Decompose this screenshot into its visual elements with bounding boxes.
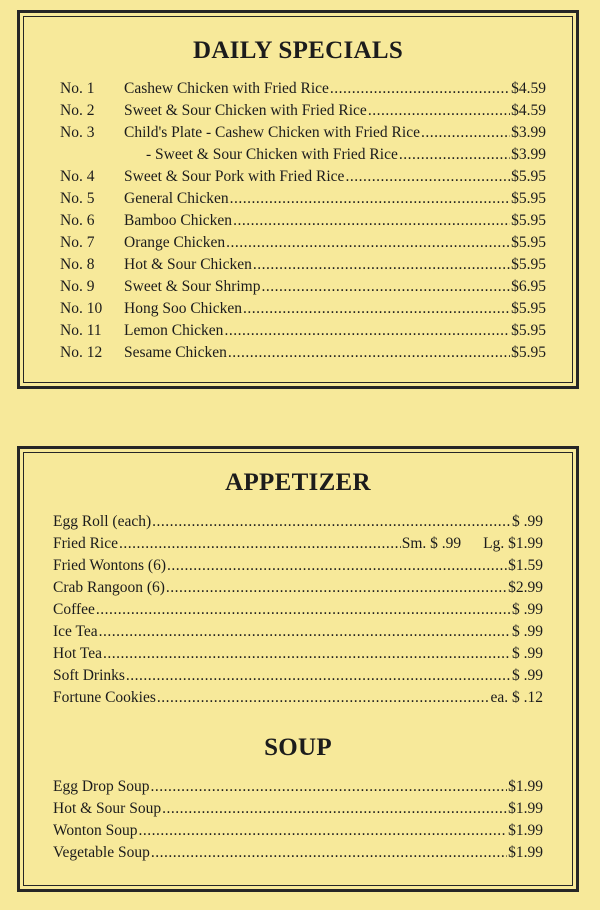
item-name: General Chicken xyxy=(124,190,229,207)
dot-leader xyxy=(243,298,510,320)
item-number: No. 8 xyxy=(60,256,95,273)
item-price: $5.95 xyxy=(511,168,546,185)
item-price: $ .99 xyxy=(512,623,543,640)
dot-leader xyxy=(330,78,510,100)
item-name: Coffee xyxy=(53,601,95,618)
item-name: Crab Rangoon (6) xyxy=(53,579,165,596)
dot-leader xyxy=(96,599,511,621)
item-price-small: Sm. $ .99 xyxy=(401,535,462,552)
menu-row xyxy=(53,555,543,577)
item-name: - Sweet & Sour Chicken with Fried Rice xyxy=(146,146,398,163)
dot-leader xyxy=(368,100,510,122)
item-price: $5.95 xyxy=(511,344,546,361)
item-number: No. 1 xyxy=(60,80,95,97)
dot-leader xyxy=(224,320,510,342)
item-price: $4.59 xyxy=(511,80,546,97)
menu-row xyxy=(53,643,543,665)
dot-leader xyxy=(162,798,507,820)
dot-leader xyxy=(262,276,511,298)
item-name: Orange Chicken xyxy=(124,234,226,251)
item-price: $5.95 xyxy=(511,322,546,339)
dot-leader xyxy=(157,687,490,709)
dot-leader xyxy=(103,643,511,665)
item-name: Fried Wontons (6) xyxy=(53,557,166,574)
menu-row xyxy=(60,320,546,342)
menu-row xyxy=(53,842,543,864)
item-price: $1.99 xyxy=(508,800,543,817)
item-name: Fortune Cookies xyxy=(53,689,156,706)
item-number: No. 5 xyxy=(60,190,95,207)
menu-row xyxy=(60,254,546,276)
item-price: ea. $ .12 xyxy=(490,689,543,706)
item-price: $ .99 xyxy=(512,645,543,662)
item-name: Cashew Chicken with Fried Rice xyxy=(124,80,329,97)
item-name: Soft Drinks xyxy=(53,667,125,684)
item-price: $1.99 xyxy=(508,778,543,795)
menu-row xyxy=(53,577,543,599)
item-name: Egg Drop Soup xyxy=(53,778,150,795)
item-price: $ .99 xyxy=(512,601,543,618)
dot-leader xyxy=(152,511,511,533)
item-number: No. 6 xyxy=(60,212,95,229)
item-name: Hong Soo Chicken xyxy=(124,300,242,317)
dot-leader xyxy=(230,188,511,210)
item-name: Lemon Chicken xyxy=(124,322,224,339)
dot-leader xyxy=(399,144,510,166)
item-price: $1.59 xyxy=(508,557,543,574)
item-price: $1.99 xyxy=(508,844,543,861)
item-number: No. 3 xyxy=(60,124,95,141)
item-number: No. 11 xyxy=(60,322,102,339)
menu-row xyxy=(60,232,546,254)
item-name: Egg Roll (each) xyxy=(53,513,152,530)
item-name: Hot & Sour Soup xyxy=(53,800,162,817)
dot-leader xyxy=(151,842,507,864)
item-name: Sweet & Sour Shrimp xyxy=(124,278,261,295)
menu-row xyxy=(60,210,546,232)
dot-leader xyxy=(167,555,507,577)
item-number: No. 12 xyxy=(60,344,103,361)
item-name: Hot Tea xyxy=(53,645,102,662)
dot-leader xyxy=(126,665,511,687)
item-name: Hot & Sour Chicken xyxy=(124,256,252,273)
item-price: $5.95 xyxy=(511,256,546,273)
item-price: $3.99 xyxy=(511,146,546,163)
item-price: $2.99 xyxy=(508,579,543,596)
dot-leader xyxy=(228,342,510,364)
item-name: Sesame Chicken xyxy=(124,344,227,361)
daily-specials-panel xyxy=(17,10,579,389)
menu-row xyxy=(60,276,546,298)
appetizer-title: APPETIZER xyxy=(225,469,371,496)
item-name: Vegetable Soup xyxy=(53,844,150,861)
dot-leader xyxy=(150,776,507,798)
item-price: $ .99 xyxy=(512,667,543,684)
dot-leader xyxy=(166,577,507,599)
item-name: Sweet & Sour Chicken with Fried Rice xyxy=(124,102,367,119)
item-number: No. 7 xyxy=(60,234,95,251)
item-price: $5.95 xyxy=(511,212,546,229)
menu-row xyxy=(60,188,546,210)
dot-leader xyxy=(119,533,401,555)
daily-specials-title: DAILY SPECIALS xyxy=(192,37,404,64)
item-price: $5.95 xyxy=(511,300,546,317)
item-name: Sweet & Sour Pork with Fried Rice xyxy=(124,168,345,185)
dot-leader xyxy=(226,232,510,254)
item-name: Child's Plate - Cashew Chicken with Fried Rice xyxy=(124,124,420,141)
dot-leader xyxy=(253,254,510,276)
menu-row xyxy=(60,166,546,188)
item-number: No. 2 xyxy=(60,102,95,119)
soup-title: SOUP xyxy=(264,734,332,761)
menu-row xyxy=(53,533,543,555)
menu-row xyxy=(53,776,543,798)
dot-leader xyxy=(345,166,510,188)
dot-leader xyxy=(138,820,507,842)
menu-row xyxy=(53,621,543,643)
menu-row xyxy=(53,599,543,621)
item-price: $5.95 xyxy=(511,234,546,251)
item-name: Bamboo Chicken xyxy=(124,212,233,229)
item-price: $1.99 xyxy=(508,822,543,839)
item-number: No. 10 xyxy=(60,300,103,317)
dot-leader xyxy=(233,210,510,232)
menu-row xyxy=(146,144,546,166)
menu-row xyxy=(60,78,546,100)
item-price-large: Lg. $1.99 xyxy=(483,535,543,552)
dot-leader xyxy=(99,621,511,643)
item-price: $3.99 xyxy=(511,124,546,141)
item-name: Ice Tea xyxy=(53,623,98,640)
menu-row xyxy=(53,820,543,842)
item-price: $5.95 xyxy=(511,190,546,207)
menu-row xyxy=(60,100,546,122)
item-name: Wonton Soup xyxy=(53,822,138,839)
item-price: $ .99 xyxy=(512,513,543,530)
menu-row xyxy=(60,342,546,364)
menu-row xyxy=(60,122,546,144)
item-price: $4.59 xyxy=(511,102,546,119)
item-name: Fried Rice xyxy=(53,535,118,552)
item-number: No. 4 xyxy=(60,168,95,185)
menu-row xyxy=(53,665,543,687)
item-price: $6.95 xyxy=(511,278,546,295)
menu-row xyxy=(53,511,543,533)
menu-row xyxy=(53,687,543,709)
item-number: No. 9 xyxy=(60,278,95,295)
menu-row xyxy=(53,798,543,820)
dot-leader xyxy=(421,122,510,144)
appetizer-soup-panel xyxy=(17,446,579,892)
menu-row xyxy=(60,298,546,320)
